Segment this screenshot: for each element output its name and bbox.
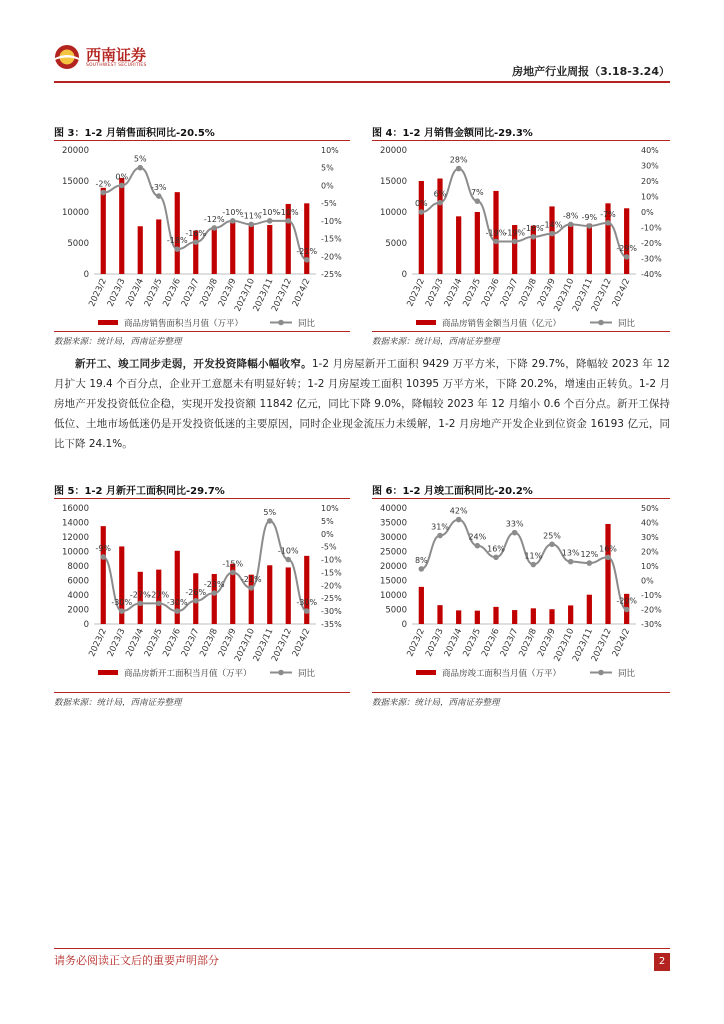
source-note: 数据来源：统计局，西南证券整理 <box>372 698 500 708</box>
bar <box>624 208 629 274</box>
figure-5-rule <box>54 498 350 499</box>
y-right-tick-label: 30% <box>641 161 659 171</box>
x-tick-label: 2023/2 <box>87 277 109 309</box>
bar <box>249 224 254 274</box>
bar <box>437 605 442 624</box>
yoy-point <box>456 517 462 523</box>
x-tick-label: 2023/10 <box>552 627 577 664</box>
legend-line-label: 同比 <box>618 669 636 679</box>
disclaimer-note: 请务必阅读正文后的重要声明部分 <box>54 954 219 967</box>
y-right-tick-label: -10% <box>641 591 662 600</box>
y-left-tick-label: 20000 <box>379 562 407 572</box>
y-left-tick-label: 10000 <box>379 208 407 218</box>
y-right-tick-label: 40% <box>641 518 659 528</box>
legend-bar-label: 商品房新开工面积当月值（万平） <box>124 669 252 679</box>
legend-line-label: 同比 <box>618 319 636 329</box>
y-left-tick-label: 15000 <box>379 576 407 587</box>
yoy-point <box>605 220 611 226</box>
y-right-tick-label: -20% <box>641 605 662 615</box>
yoy-data-label: -7% <box>600 209 616 219</box>
figure-3-rule <box>54 140 350 141</box>
bar <box>568 605 573 624</box>
yoy-point <box>624 607 630 613</box>
yoy-point <box>587 223 593 229</box>
x-tick-label: 2023/8 <box>517 277 540 309</box>
yoy-data-label: -14% <box>541 220 563 230</box>
figure-6-bottom-rule <box>372 692 670 693</box>
yoy-data-label: -19% <box>504 228 526 238</box>
y-right-tick-label: 10% <box>321 146 339 155</box>
bar <box>456 610 461 624</box>
x-tick-label: 2023/11 <box>571 627 596 664</box>
bar <box>286 567 291 624</box>
x-tick-label: 2024/2 <box>290 277 313 309</box>
x-tick-label: 2023/10 <box>232 277 257 314</box>
bar <box>230 223 235 274</box>
y-left-tick-label: 0 <box>83 270 89 280</box>
bar <box>549 206 554 274</box>
y-right-tick-label: 10% <box>321 504 339 513</box>
figure-3-title: 图 3：1-2 月销售面积同比-20.5% <box>54 128 215 139</box>
bar <box>531 608 536 624</box>
x-tick-label: 2023/5 <box>142 277 165 309</box>
y-right-tick-label: -20% <box>321 581 342 591</box>
y-right-tick-label: -10% <box>321 555 342 565</box>
yoy-data-label: -16% <box>185 229 207 239</box>
y-right-tick-label: -15% <box>321 568 342 578</box>
yoy-point <box>531 234 537 240</box>
yoy-data-label: 12% <box>580 550 599 560</box>
legend-line-label: 同比 <box>298 319 316 329</box>
y-right-tick-label: -5% <box>321 542 337 552</box>
yoy-point <box>174 246 180 252</box>
y-left-tick-label: 0 <box>401 620 407 630</box>
body-paragraph <box>54 354 670 454</box>
yoy-point <box>193 598 199 604</box>
x-tick-label: 2023/5 <box>461 277 484 309</box>
y-left-tick-label: 10000 <box>61 547 89 558</box>
y-right-tick-label: 50% <box>641 504 659 513</box>
bar <box>101 188 106 274</box>
yoy-data-label: -10% <box>259 207 281 217</box>
x-tick-label: 2023/12 <box>269 627 294 664</box>
y-left-tick-label: 5000 <box>67 239 89 249</box>
x-tick-label: 2023/3 <box>105 277 128 309</box>
x-tick-label: 2024/2 <box>610 277 633 309</box>
yoy-data-label: -30% <box>166 598 188 608</box>
x-tick-label: 2023/11 <box>251 627 276 664</box>
chart-sales-area <box>54 142 350 330</box>
y-right-tick-label: 5% <box>321 516 334 526</box>
y-right-tick-label: 40% <box>641 146 659 155</box>
brand-logo <box>54 44 147 70</box>
yoy-point <box>419 209 425 215</box>
bar <box>267 565 272 624</box>
y-right-tick-label: -20% <box>641 239 662 248</box>
yoy-line <box>421 520 626 610</box>
yoy-data-label: 0% <box>414 199 428 208</box>
yoy-point <box>100 190 106 196</box>
yoy-data-label: -11% <box>240 211 262 221</box>
x-tick-label: 2023/7 <box>498 627 521 659</box>
figure-5-bottom-rule <box>54 692 350 693</box>
yoy-data-label: 5% <box>263 507 277 517</box>
figure-6-title: 图 6：1-2 月竣工面积同比-20.2% <box>372 486 533 497</box>
y-right-tick-label: -10% <box>641 223 662 233</box>
bar <box>101 526 106 624</box>
paragraph-lead: 新开工、竣工同步走弱，开发投资降幅小幅收窄。 <box>75 358 312 370</box>
y-right-tick-label: -20% <box>321 252 342 262</box>
yoy-point <box>475 198 481 204</box>
yoy-point <box>304 257 310 263</box>
y-right-tick-label: 20% <box>641 177 659 186</box>
logo-en-text: SOUTHWEST SECURITIES <box>86 62 147 68</box>
y-left-tick-label: 16000 <box>61 504 89 514</box>
yoy-point <box>304 608 310 614</box>
legend-line-marker <box>598 320 604 326</box>
yoy-point <box>119 608 125 614</box>
yoy-point <box>568 559 574 565</box>
legend-bar-swatch <box>416 670 436 675</box>
bar <box>568 223 573 274</box>
x-tick-label: 2023/11 <box>251 277 276 314</box>
x-tick-label: 2023/8 <box>198 277 220 309</box>
yoy-data-label: 25% <box>543 531 561 541</box>
yoy-data-label: -30% <box>296 598 318 608</box>
yoy-point <box>174 608 180 614</box>
yoy-data-label: -27% <box>129 590 151 600</box>
legend-bar-label: 商品房竣工面积当月值（万平） <box>442 669 562 679</box>
legend-bar-swatch <box>98 320 118 325</box>
bar <box>512 610 517 624</box>
figure-4-bottom-rule <box>372 331 670 332</box>
bar <box>419 587 424 624</box>
bar <box>304 203 309 274</box>
bar <box>419 181 424 274</box>
bar <box>475 212 480 274</box>
yoy-point <box>568 222 574 228</box>
y-right-tick-label: 5% <box>321 163 334 173</box>
y-left-tick-label: 10000 <box>61 208 89 218</box>
yoy-point <box>531 562 537 568</box>
x-tick-label: 2023/9 <box>536 277 558 309</box>
yoy-point <box>193 239 199 245</box>
x-tick-label: 2023/5 <box>461 627 484 659</box>
y-left-tick-label: 35000 <box>379 518 407 529</box>
y-right-tick-label: -15% <box>321 234 342 244</box>
y-right-tick-label: -40% <box>641 270 662 279</box>
x-tick-label: 2023/9 <box>536 627 558 659</box>
yoy-point <box>624 254 630 260</box>
page-number: 2 <box>654 953 670 971</box>
yoy-data-label: -27% <box>148 590 170 600</box>
yoy-data-label: -23% <box>203 580 225 590</box>
bar <box>156 219 161 274</box>
yoy-data-label: 6% <box>433 189 447 199</box>
yoy-data-label: -10% <box>222 207 244 217</box>
bar <box>475 611 480 624</box>
x-tick-label: 2023/4 <box>442 277 465 309</box>
yoy-point <box>248 585 254 591</box>
source-note: 数据来源：统计局，西南证券整理 <box>54 698 182 708</box>
yoy-data-label: 16% <box>487 544 505 554</box>
y-right-tick-label: -30% <box>321 607 342 617</box>
yoy-data-label: -18% <box>166 236 188 246</box>
figure-4-rule <box>372 140 670 141</box>
yoy-point <box>100 554 106 560</box>
y-right-tick-label: 20% <box>641 547 659 557</box>
x-tick-label: 2023/9 <box>216 277 239 309</box>
x-tick-label: 2023/3 <box>424 277 446 309</box>
y-left-tick-label: 20000 <box>61 146 89 156</box>
yoy-data-label: 8% <box>414 555 428 565</box>
header-divider <box>54 81 670 83</box>
y-right-tick-label: -30% <box>641 254 662 264</box>
y-right-tick-label: 0% <box>321 181 334 191</box>
y-left-tick-label: 20000 <box>379 146 407 156</box>
yoy-point <box>587 560 593 566</box>
yoy-point <box>248 222 254 228</box>
bar <box>587 224 592 274</box>
x-tick-label: 2024/2 <box>610 627 633 659</box>
yoy-data-label: -26% <box>185 587 207 597</box>
legend-line-marker <box>278 670 284 676</box>
y-left-tick-label: 4000 <box>67 591 89 601</box>
yoy-point <box>230 570 236 576</box>
figure-3-bottom-rule <box>54 331 350 332</box>
yoy-data-label: 31% <box>431 522 449 532</box>
x-tick-label: 2023/12 <box>589 627 614 664</box>
y-left-tick-label: 12000 <box>61 533 89 543</box>
yoy-point <box>475 543 481 549</box>
yoy-point <box>549 541 555 547</box>
y-left-tick-label: 15000 <box>61 177 89 187</box>
yoy-data-label: 0% <box>115 172 129 182</box>
yoy-data-label: -2% <box>95 179 112 189</box>
yoy-data-label: -21% <box>296 246 318 256</box>
x-tick-label: 2023/3 <box>424 627 446 659</box>
x-tick-label: 2023/3 <box>105 627 128 659</box>
y-right-tick-label: 0% <box>641 576 654 586</box>
yoy-data-label: -19% <box>485 228 507 238</box>
x-tick-label: 2023/4 <box>442 627 465 659</box>
figure-4-title: 图 4：1-2 月销售金额同比-29.3% <box>372 128 533 139</box>
y-left-tick-label: 40000 <box>379 504 407 514</box>
yoy-data-label: -8% <box>562 211 579 221</box>
x-tick-label: 2023/5 <box>142 627 165 659</box>
y-left-tick-label: 0 <box>401 270 407 280</box>
bar <box>605 524 610 624</box>
yoy-data-label: 24% <box>468 532 487 542</box>
yoy-point <box>267 518 273 524</box>
legend-line-label: 同比 <box>298 669 316 679</box>
bar <box>531 226 536 274</box>
y-left-tick-label: 30000 <box>379 533 407 543</box>
yoy-data-label: -16% <box>522 223 544 233</box>
chart-new-starts <box>54 500 350 688</box>
yoy-point <box>493 555 499 561</box>
y-right-tick-label: 10% <box>641 192 659 202</box>
yoy-point <box>156 193 162 199</box>
legend-bar-label: 商品房销售金额当月值（亿元） <box>442 319 562 329</box>
x-tick-label: 2023/10 <box>232 627 257 664</box>
y-left-tick-label: 14000 <box>61 518 89 529</box>
footer-divider <box>54 948 670 949</box>
yoy-data-label: 13% <box>561 548 580 558</box>
y-right-tick-label: -30% <box>641 620 662 629</box>
yoy-data-label: -15% <box>222 559 244 569</box>
yoy-point <box>437 200 443 206</box>
bar <box>587 595 592 624</box>
yoy-data-label: 28% <box>449 155 468 165</box>
y-left-tick-label: 25000 <box>379 547 407 558</box>
x-tick-label: 2023/8 <box>198 627 220 659</box>
source-note: 数据来源：统计局，西南证券整理 <box>54 337 182 347</box>
yoy-point <box>137 601 143 607</box>
x-tick-label: 2023/4 <box>124 277 146 309</box>
report-title: 房地产行业周报（3.18-3.24） <box>512 65 670 78</box>
figure-6-rule <box>372 498 670 499</box>
yoy-data-label: -3% <box>150 183 167 193</box>
x-tick-label: 2023/6 <box>161 277 183 309</box>
bar <box>212 227 217 274</box>
paragraph-body: 1-2 月房屋新开工面积 9429 万平方米，下降 29.7%，降幅较 2023 年 12 月扩大 19.4 个百分点，企业开工意愿未有明显好转；1-2 月房屋竣工面积 10395 万平方米，下降 20.2%，增速由正转负。1-2 月房地产开发投资低位企稳，实现开发投资额 11842 亿元，同比下降 9.0%，降幅较 2023 年 12 月缩小 0.6 个百分点。新开工保持低位、土地市场低迷仍是开发投资低迷的主要原因，同时企业现金流压力未缓解，1-2 月房地产开发企业到位资金 16193 亿元，同比下降 24.1%。 <box>54 358 670 450</box>
yoy-data-label: -9% <box>95 543 112 553</box>
yoy-data-label: -21% <box>240 574 262 584</box>
y-left-tick-label: 6000 <box>67 576 89 587</box>
y-left-tick-label: 5000 <box>385 239 407 249</box>
chart-sales-amount <box>372 142 670 330</box>
yoy-data-label: -20% <box>616 596 638 606</box>
x-tick-label: 2023/2 <box>87 627 109 659</box>
legend-line-marker <box>598 670 604 676</box>
x-tick-label: 2023/6 <box>480 627 502 659</box>
y-right-tick-label: 30% <box>641 533 659 542</box>
yoy-data-label: -9% <box>581 212 598 222</box>
y-right-tick-label: -25% <box>321 594 342 604</box>
yoy-point <box>549 231 555 237</box>
yoy-point <box>419 566 425 572</box>
y-right-tick-label: -25% <box>321 270 342 279</box>
yoy-point <box>605 555 611 561</box>
bar <box>493 607 498 624</box>
yoy-point <box>285 218 291 224</box>
yoy-point <box>512 239 518 245</box>
yoy-point <box>230 218 236 224</box>
yoy-data-label: -10% <box>277 207 299 217</box>
yoy-data-label: 33% <box>505 519 524 529</box>
y-right-tick-label: 0% <box>321 529 334 539</box>
x-tick-label: 2023/2 <box>405 277 428 309</box>
yoy-data-label: 7% <box>470 188 484 198</box>
x-tick-label: 2023/4 <box>124 627 146 659</box>
yoy-point <box>211 225 217 231</box>
x-tick-label: 2023/11 <box>571 277 596 314</box>
yoy-data-label: -29% <box>616 243 638 253</box>
x-tick-label: 2023/9 <box>216 627 239 659</box>
x-tick-label: 2023/7 <box>498 277 521 309</box>
legend-bar-label: 商品房销售面积当月值（万平） <box>124 319 244 329</box>
x-tick-label: 2023/8 <box>517 627 540 659</box>
logo-mark-icon <box>54 44 80 70</box>
yoy-data-label: -30% <box>111 598 133 608</box>
yoy-point <box>267 218 273 224</box>
y-left-tick-label: 2000 <box>67 605 89 616</box>
y-left-tick-label: 10000 <box>379 591 407 601</box>
y-left-tick-label: 0 <box>83 620 89 630</box>
yoy-point <box>512 530 518 536</box>
y-left-tick-label: 8000 <box>67 562 89 572</box>
source-note: 数据来源：统计局，西南证券整理 <box>372 337 500 347</box>
yoy-point <box>119 183 125 189</box>
figure-5-title: 图 5：1-2 月新开工面积同比-29.7% <box>54 486 225 497</box>
y-right-tick-label: -10% <box>321 216 342 226</box>
bar <box>119 178 124 274</box>
y-right-tick-label: -5% <box>321 199 337 209</box>
x-tick-label: 2023/7 <box>179 627 202 659</box>
y-left-tick-label: 5000 <box>385 605 407 616</box>
yoy-data-label: 5% <box>133 154 147 164</box>
yoy-point <box>211 590 217 596</box>
yoy-data-label: 42% <box>449 506 468 516</box>
yoy-point <box>285 557 291 563</box>
yoy-data-label: -12% <box>203 214 225 224</box>
x-tick-label: 2023/12 <box>269 277 294 314</box>
yoy-point <box>456 166 462 172</box>
x-tick-label: 2023/6 <box>161 627 183 659</box>
x-tick-label: 2023/10 <box>552 277 577 314</box>
yoy-point <box>493 239 499 245</box>
legend-line-marker <box>278 320 284 326</box>
yoy-data-label: -10% <box>277 546 299 556</box>
x-tick-label: 2023/6 <box>480 277 502 309</box>
bar <box>267 225 272 274</box>
x-tick-label: 2024/2 <box>290 627 313 659</box>
x-tick-label: 2023/2 <box>405 627 428 659</box>
yoy-data-label: 11% <box>524 551 543 561</box>
y-right-tick-label: 0% <box>641 208 654 217</box>
legend-bar-swatch <box>416 320 436 325</box>
y-right-tick-label: 10% <box>641 562 659 571</box>
yoy-point <box>437 533 443 539</box>
bar <box>549 609 554 624</box>
bar <box>175 192 180 274</box>
x-tick-label: 2023/12 <box>589 277 614 314</box>
yoy-point <box>156 601 162 607</box>
y-left-tick-label: 15000 <box>379 177 407 187</box>
bar <box>138 226 143 274</box>
y-right-tick-label: -35% <box>321 620 342 629</box>
yoy-point <box>137 165 143 171</box>
chart-completions <box>372 500 670 688</box>
x-tick-label: 2023/7 <box>179 277 202 309</box>
logo-cn-text: 西南证券 <box>86 45 147 64</box>
yoy-data-label: 16% <box>599 544 617 554</box>
legend-bar-swatch <box>98 670 118 675</box>
bar <box>456 216 461 274</box>
